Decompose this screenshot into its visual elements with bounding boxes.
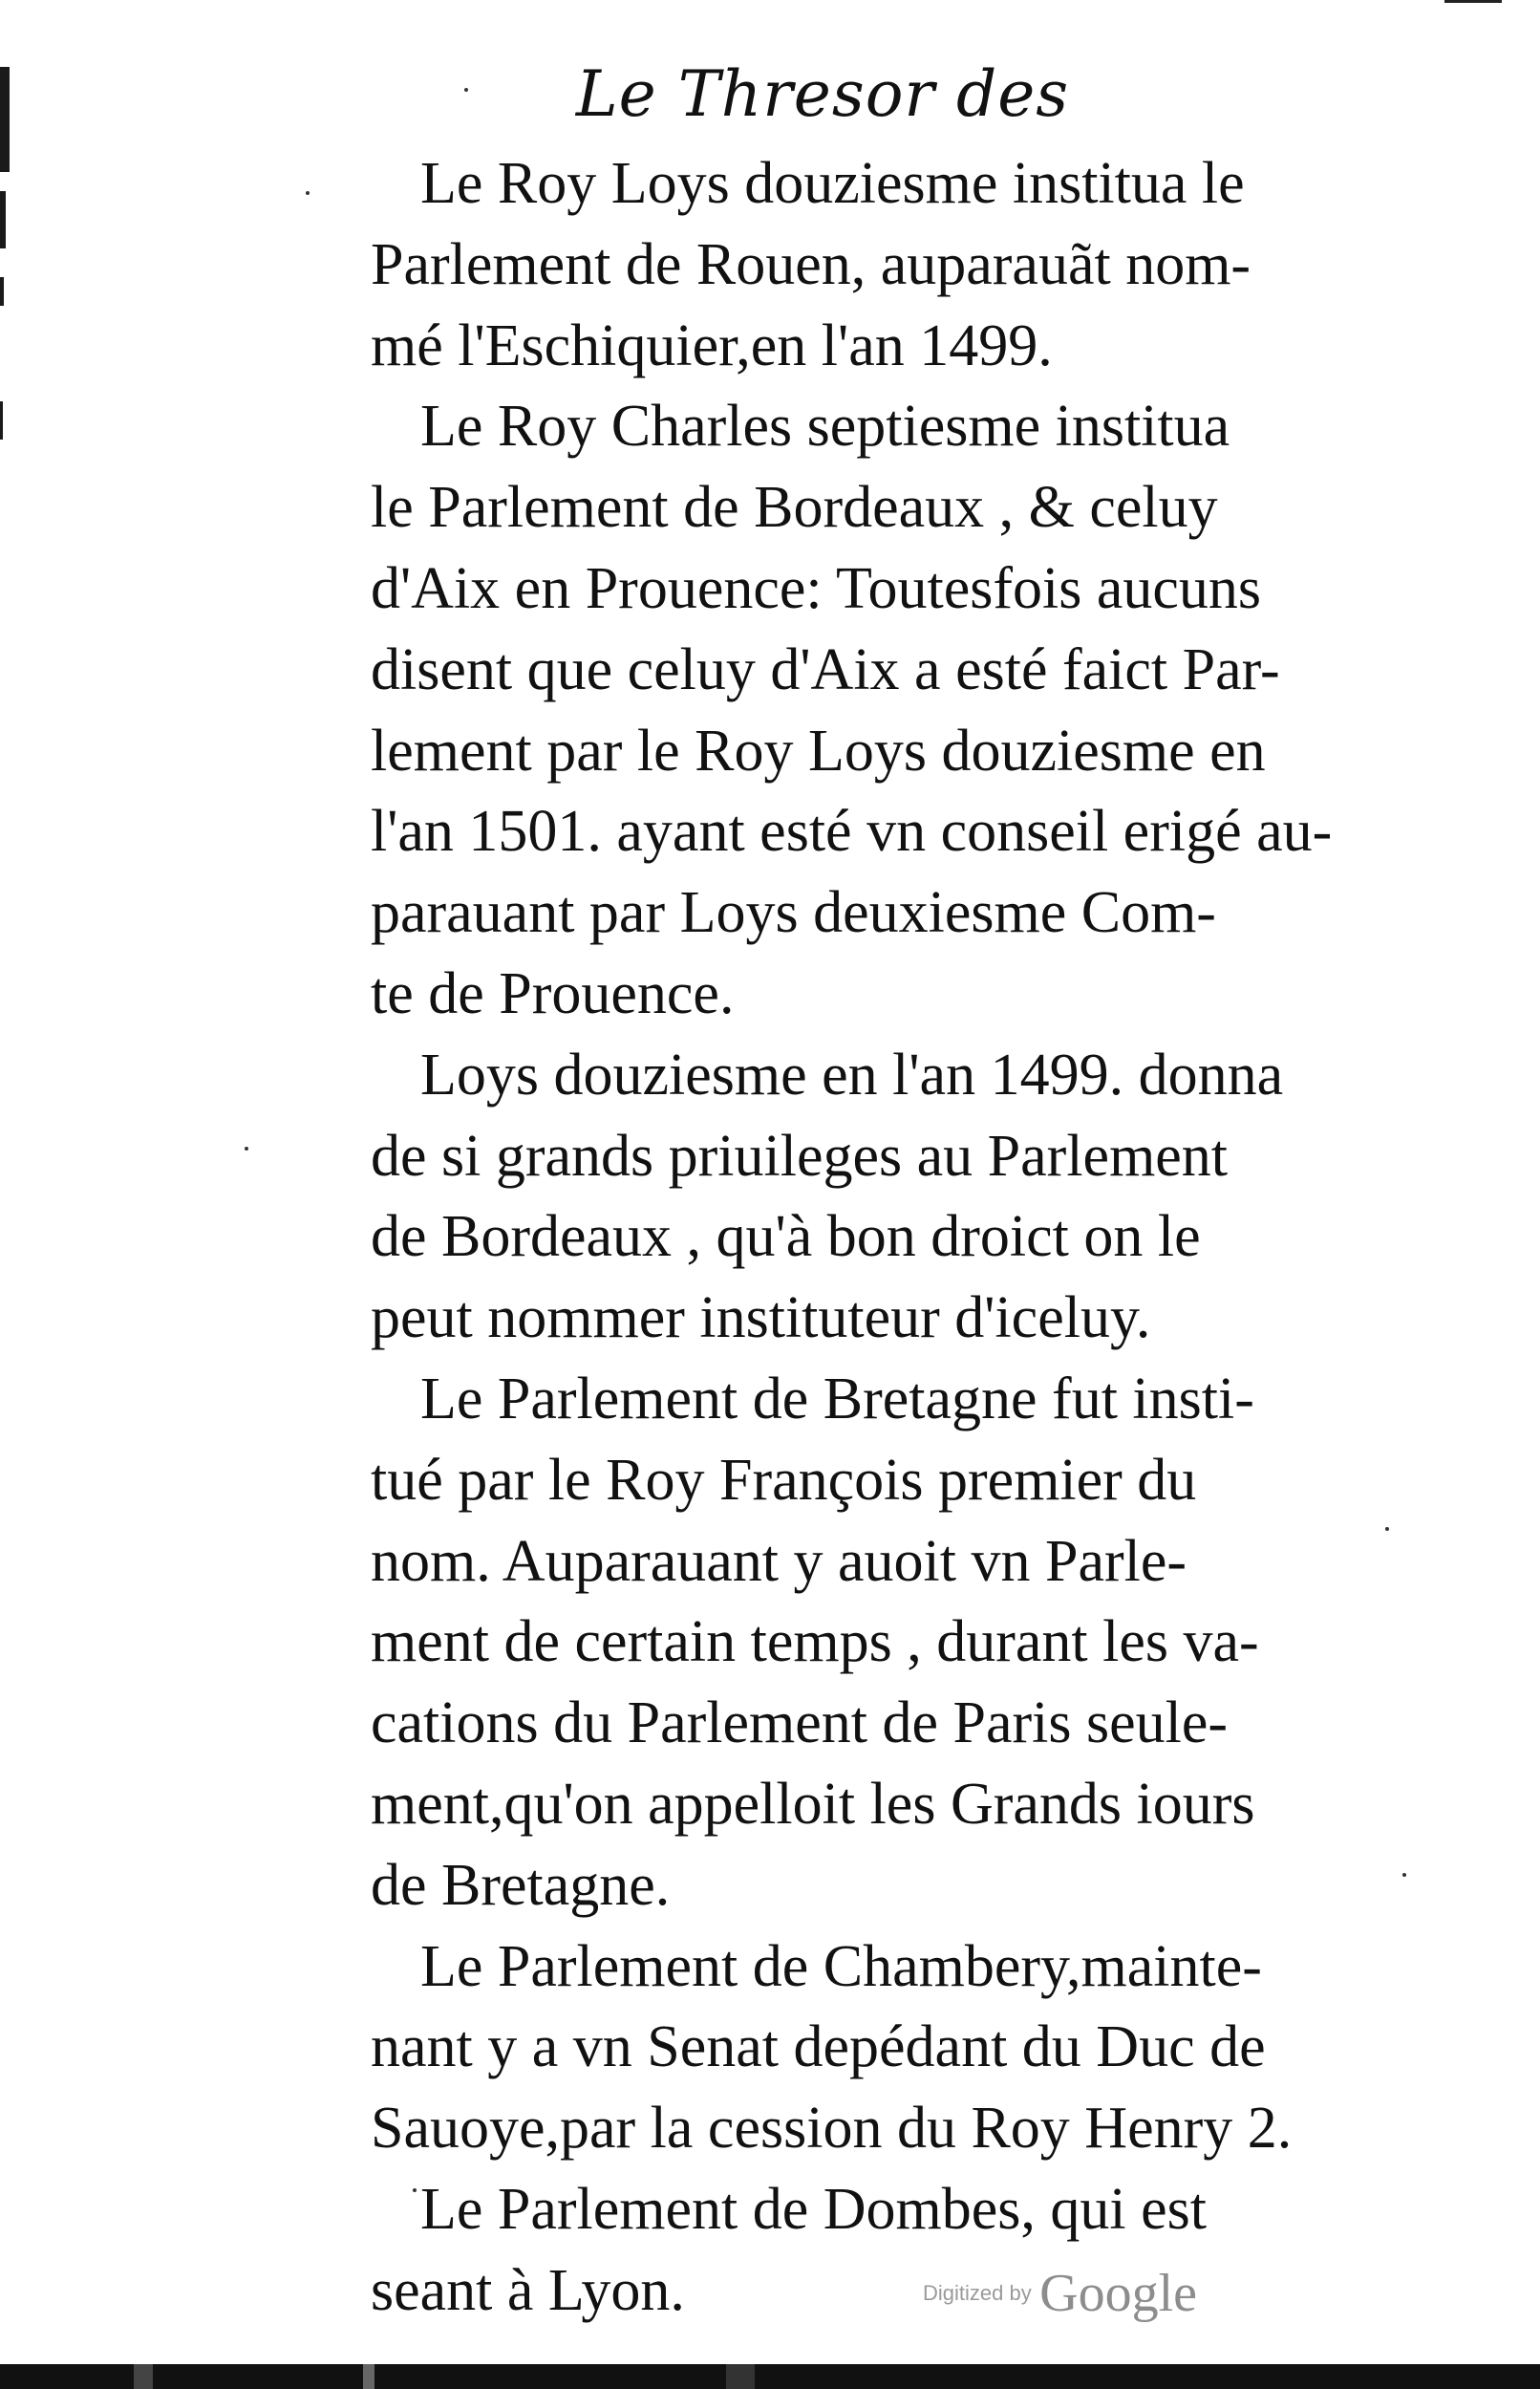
text-line: peut nommer instituteur d'iceluy.: [371, 1285, 1151, 1351]
text-line: l'an 1501. ayant esté vn conseil erigé au-: [371, 799, 1333, 865]
text-line: tué par le Roy François premier du: [371, 1447, 1197, 1513]
scan-speck: [245, 1147, 248, 1151]
text-line: Parlement de Rouen, auparauãt nom-: [371, 231, 1251, 297]
google-logo: Google: [1039, 2264, 1198, 2323]
scan-edge-mark: [0, 191, 6, 248]
text-line: ment,qu'on appelloit les Grands iours: [371, 1771, 1255, 1837]
paragraph: [371, 1359, 1402, 1926]
text-line: de Bordeaux , qu'à bon droict on le: [371, 1204, 1201, 1270]
text-line: disent que celuy d'Aix a esté faict Par-: [371, 636, 1280, 702]
scan-edge-mark: [0, 401, 3, 440]
text-line: de Bretagne.: [371, 1852, 671, 1918]
text-line: seant à Lyon.: [371, 2257, 685, 2323]
scan-speck: [306, 191, 310, 195]
paragraph: [371, 2169, 1402, 2332]
text-line: Le Parlement de Bretagne fut insti-: [420, 1366, 1254, 1431]
text-line: Le Roy Charles septiesme institua: [420, 394, 1230, 460]
text-line: de si grands priuileges au Parlement: [371, 1123, 1229, 1189]
paragraph: [371, 386, 1402, 1034]
text-line: le Parlement de Bordeaux , & celuy: [371, 475, 1218, 541]
text-line: lement par le Roy Loys douziesme en: [371, 718, 1266, 784]
text-line: Le Parlement de Chambery,mainte-: [420, 1933, 1262, 1999]
scan-speck: [1402, 1873, 1406, 1877]
scan-edge-mark: [0, 277, 4, 306]
scan-edge-mark: [1444, 0, 1502, 3]
text-line: Le Parlement de Dombes, qui est: [420, 2176, 1208, 2242]
text-line: parauant par Loys deuxiesme Com-: [371, 880, 1216, 946]
text-line: mé l'Eschiquier,en l'an 1499.: [371, 312, 1053, 378]
paragraph: [371, 1926, 1402, 2169]
running-title: [0, 57, 1540, 131]
text-line: ment de certain temps , durant les va-: [371, 1609, 1259, 1675]
body-text: [371, 143, 1402, 2332]
text-line: nom. Auparauant y auoit vn Parle-: [371, 1528, 1187, 1594]
paragraph: [371, 143, 1402, 386]
text-line: Sauoye,par la cession du Roy Henry 2.: [371, 2096, 1293, 2162]
text-line: Le Roy Loys douziesme institua le: [420, 151, 1245, 216]
text-line: Loys douziesme en l'an 1499. donna: [420, 1042, 1284, 1108]
text-line: nant y a vn Senat depédant du Duc de: [371, 2014, 1266, 2080]
scan-bottom-edge: [0, 2364, 1540, 2389]
text-line: cations du Parlement de Paris seule-: [371, 1690, 1229, 1756]
running-title-text: Le Thresor des: [575, 57, 1070, 131]
text-line: d'Aix en Prouence: Toutesfois aucuns: [371, 555, 1262, 621]
paragraph: [371, 1035, 1402, 1359]
text-line: te de Prouence.: [371, 960, 735, 1026]
google-watermark: [923, 2263, 1197, 2324]
digitized-by-label: Digitized by: [923, 2281, 1032, 2305]
